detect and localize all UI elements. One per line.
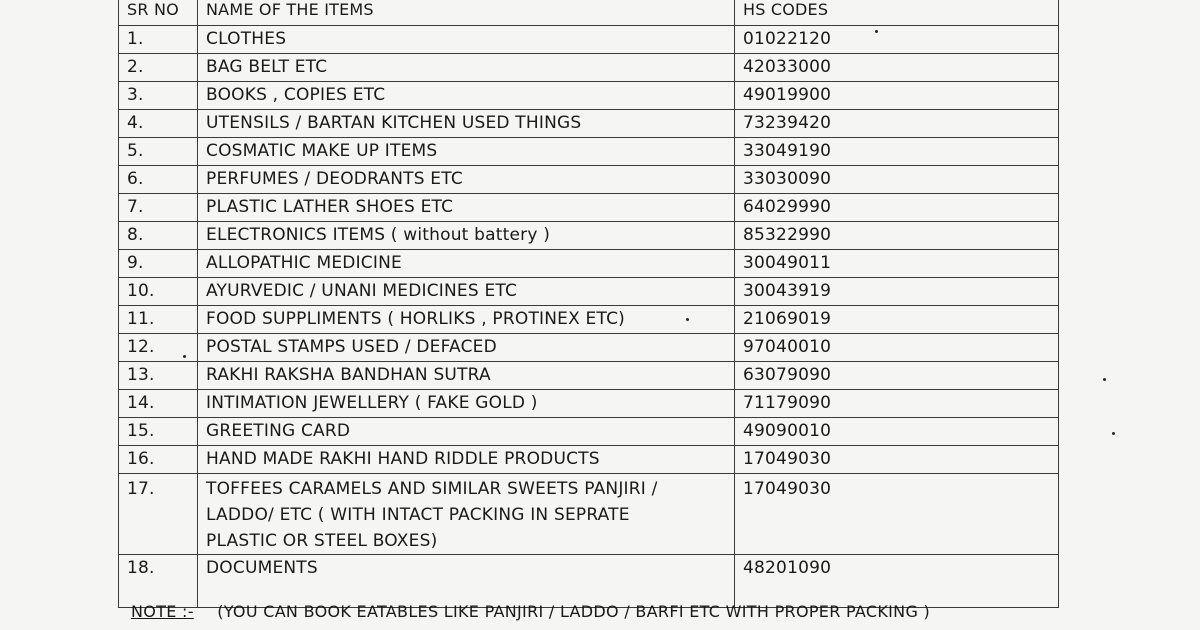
table-row <box>119 138 1059 166</box>
row-item-name: PLASTIC LATHER SHOES ETC <box>198 194 735 222</box>
row-item-name: ELECTRONICS ITEMS ( without battery ) <box>198 222 735 250</box>
row-hs-code: 64029990 <box>735 194 1059 222</box>
row-sr-no: 7. <box>119 194 198 222</box>
table-row <box>119 166 1059 194</box>
row-sr-no: 16. <box>119 446 198 474</box>
row-item-name <box>198 474 735 555</box>
header-item-name: NAME OF THE ITEMS <box>198 0 735 26</box>
row-hs-code: 33049190 <box>735 138 1059 166</box>
row-sr-no: 15. <box>119 418 198 446</box>
row-hs-code: 01022120 <box>735 26 1059 54</box>
row-hs-code: 33030090 <box>735 166 1059 194</box>
row-item-name: POSTAL STAMPS USED / DEFACED <box>198 334 735 362</box>
row-sr-no: 8. <box>119 222 198 250</box>
row-item-name: CLOTHES <box>198 26 735 54</box>
scan-speck <box>875 30 878 33</box>
table-row <box>119 474 1059 555</box>
row-item-name: FOOD SUPPLIMENTS ( HORLIKS , PROTINEX ETC) <box>198 306 735 334</box>
scan-speck <box>1103 378 1106 381</box>
row-hs-code: 21069019 <box>735 306 1059 334</box>
row-sr-no: 11. <box>119 306 198 334</box>
row-sr-no: 1. <box>119 26 198 54</box>
row-item-name: INTIMATION JEWELLERY ( FAKE GOLD ) <box>198 390 735 418</box>
item-name-line: TOFFEES CARAMELS AND SIMILAR SWEETS PANJIRI / <box>206 479 658 499</box>
row-hs-code: 17049030 <box>735 446 1059 474</box>
hs-codes-table <box>118 0 1059 608</box>
table-row <box>119 54 1059 82</box>
row-hs-code: 85322990 <box>735 222 1059 250</box>
table-row <box>119 278 1059 306</box>
row-sr-no: 17. <box>119 474 198 555</box>
row-sr-no: 6. <box>119 166 198 194</box>
row-item-name: BAG BELT ETC <box>198 54 735 82</box>
scan-speck <box>183 355 186 358</box>
row-item-name: ALLOPATHIC MEDICINE <box>198 250 735 278</box>
item-name-line: PLASTIC OR STEEL BOXES) <box>206 531 438 551</box>
row-hs-code: 48201090 <box>735 555 1059 608</box>
row-sr-no: 12. <box>119 334 198 362</box>
table-header-row <box>119 0 1059 26</box>
table-row <box>119 446 1059 474</box>
row-sr-no: 3. <box>119 82 198 110</box>
row-sr-no: 18. <box>119 555 198 608</box>
table-row <box>119 306 1059 334</box>
row-hs-code: 30049011 <box>735 250 1059 278</box>
table-row <box>119 194 1059 222</box>
table-row <box>119 82 1059 110</box>
row-sr-no: 13. <box>119 362 198 390</box>
table-row <box>119 250 1059 278</box>
table-body <box>119 26 1059 474</box>
row-hs-code: 30043919 <box>735 278 1059 306</box>
row-hs-code: 71179090 <box>735 390 1059 418</box>
row-hs-code: 73239420 <box>735 110 1059 138</box>
footer-note <box>131 602 930 621</box>
row-item-name: GREETING CARD <box>198 418 735 446</box>
row-item-name: PERFUMES / DEODRANTS ETC <box>198 166 735 194</box>
row-sr-no: 4. <box>119 110 198 138</box>
scan-speck <box>1112 432 1115 435</box>
row-item-name: RAKHI RAKSHA BANDHAN SUTRA <box>198 362 735 390</box>
table-row <box>119 362 1059 390</box>
note-text: (YOU CAN BOOK EATABLES LIKE PANJIRI / LADDO / BARFI ETC WITH PROPER PACKING ) <box>217 602 931 621</box>
item-name-line: LADDO/ ETC ( WITH INTACT PACKING IN SEPRATE <box>206 505 630 525</box>
scan-speck <box>686 318 689 321</box>
table-row <box>119 555 1059 608</box>
row-hs-code: 49090010 <box>735 418 1059 446</box>
header-hs-codes: HS CODES <box>735 0 1059 26</box>
header-sr-no: SR NO <box>119 0 198 26</box>
row-hs-code: 49019900 <box>735 82 1059 110</box>
row-item-name: HAND MADE RAKHI HAND RIDDLE PRODUCTS <box>198 446 735 474</box>
table-row <box>119 390 1059 418</box>
table-row <box>119 418 1059 446</box>
table-row <box>119 222 1059 250</box>
table-row <box>119 26 1059 54</box>
row-item-name: COSMATIC MAKE UP ITEMS <box>198 138 735 166</box>
row-hs-code: 42033000 <box>735 54 1059 82</box>
row-item-name: AYURVEDIC / UNANI MEDICINES ETC <box>198 278 735 306</box>
row-sr-no: 9. <box>119 250 198 278</box>
row-item-name: BOOKS , COPIES ETC <box>198 82 735 110</box>
row-sr-no: 2. <box>119 54 198 82</box>
table-row <box>119 334 1059 362</box>
row-hs-code: 63079090 <box>735 362 1059 390</box>
row-sr-no: 5. <box>119 138 198 166</box>
row-item-name: DOCUMENTS <box>198 555 735 608</box>
table-row <box>119 110 1059 138</box>
row-sr-no: 10. <box>119 278 198 306</box>
row-item-name: UTENSILS / BARTAN KITCHEN USED THINGS <box>198 110 735 138</box>
row-hs-code: 97040010 <box>735 334 1059 362</box>
row-sr-no: 14. <box>119 390 198 418</box>
note-label: NOTE :- <box>131 602 194 621</box>
row-hs-code: 17049030 <box>735 474 1059 555</box>
